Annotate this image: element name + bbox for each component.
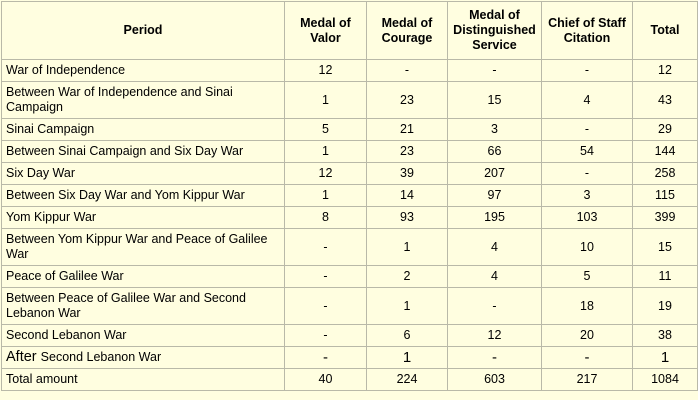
period-cell: Six Day War: [2, 163, 285, 185]
total-cell: 115: [633, 185, 698, 207]
header-medal-of-courage: Medal of Courage: [367, 2, 448, 60]
distinguished-cell: -: [448, 347, 542, 369]
valor-cell: 12: [285, 60, 367, 82]
valor-cell: 1: [285, 185, 367, 207]
courage-cell: 39: [367, 163, 448, 185]
table-row: [2, 347, 698, 369]
total-cell: 1084: [633, 369, 698, 391]
total-cell: 144: [633, 141, 698, 163]
distinguished-cell: 603: [448, 369, 542, 391]
total-cell: 19: [633, 288, 698, 325]
distinguished-cell: 4: [448, 266, 542, 288]
courage-cell: 1: [367, 229, 448, 266]
total-cell: 1: [633, 347, 698, 369]
valor-cell: 1: [285, 141, 367, 163]
total-cell: 29: [633, 119, 698, 141]
period-cell: Between Yom Kippur War and Peace of Galilee War: [2, 229, 285, 266]
total-cell: 15: [633, 229, 698, 266]
courage-cell: 1: [367, 347, 448, 369]
chief-cell: 18: [542, 288, 633, 325]
period-cell: Between Sinai Campaign and Six Day War: [2, 141, 285, 163]
courage-cell: 23: [367, 82, 448, 119]
period-cell: Sinai Campaign: [2, 119, 285, 141]
header-medal-of-distinguished-service: Medal of Distinguished Service: [448, 2, 542, 60]
table-row: [2, 185, 698, 207]
period-cell: Yom Kippur War: [2, 207, 285, 229]
period-cell: War of Independence: [2, 60, 285, 82]
courage-cell: 2: [367, 266, 448, 288]
table-row: [2, 229, 698, 266]
total-amount-row: [2, 369, 698, 391]
distinguished-cell: 207: [448, 163, 542, 185]
chief-cell: -: [542, 347, 633, 369]
courage-cell: 224: [367, 369, 448, 391]
header-total: Total: [633, 2, 698, 60]
distinguished-cell: 195: [448, 207, 542, 229]
chief-cell: 20: [542, 325, 633, 347]
distinguished-cell: 4: [448, 229, 542, 266]
period-cell-rest: Second Lebanon War: [40, 350, 162, 364]
total-cell: 43: [633, 82, 698, 119]
courage-cell: 93: [367, 207, 448, 229]
chief-cell: 54: [542, 141, 633, 163]
total-cell: 11: [633, 266, 698, 288]
distinguished-cell: 66: [448, 141, 542, 163]
distinguished-cell: 3: [448, 119, 542, 141]
header-row: [2, 2, 698, 60]
valor-cell: -: [285, 229, 367, 266]
chief-cell: 4: [542, 82, 633, 119]
total-cell: 258: [633, 163, 698, 185]
table-row: [2, 163, 698, 185]
table-row: [2, 288, 698, 325]
header-period: Period: [2, 2, 285, 60]
period-cell: Peace of Galilee War: [2, 266, 285, 288]
courage-cell: -: [367, 60, 448, 82]
distinguished-cell: -: [448, 288, 542, 325]
period-cell: Second Lebanon War: [2, 325, 285, 347]
period-cell: Between War of Independence and Sinai Campaign: [2, 82, 285, 119]
medals-table: [1, 1, 698, 391]
valor-cell: -: [285, 347, 367, 369]
valor-cell: 8: [285, 207, 367, 229]
table-row: [2, 60, 698, 82]
table-row: [2, 325, 698, 347]
valor-cell: 5: [285, 119, 367, 141]
courage-cell: 1: [367, 288, 448, 325]
valor-cell: 40: [285, 369, 367, 391]
period-cell: Total amount: [2, 369, 285, 391]
courage-cell: 6: [367, 325, 448, 347]
distinguished-cell: -: [448, 60, 542, 82]
valor-cell: 12: [285, 163, 367, 185]
header-medal-of-valor: Medal of Valor: [285, 2, 367, 60]
table-row: [2, 141, 698, 163]
distinguished-cell: 12: [448, 325, 542, 347]
period-cell: [2, 347, 285, 369]
chief-cell: -: [542, 163, 633, 185]
table-row: [2, 119, 698, 141]
valor-cell: -: [285, 325, 367, 347]
chief-cell: 3: [542, 185, 633, 207]
total-cell: 399: [633, 207, 698, 229]
table-row: [2, 266, 698, 288]
chief-cell: -: [542, 60, 633, 82]
chief-cell: 10: [542, 229, 633, 266]
chief-cell: -: [542, 119, 633, 141]
period-cell: Between Peace of Galilee War and Second Lebanon War: [2, 288, 285, 325]
table-row: [2, 82, 698, 119]
table-row: [2, 207, 698, 229]
valor-cell: -: [285, 266, 367, 288]
distinguished-cell: 97: [448, 185, 542, 207]
period-cell-prefix: After: [6, 349, 37, 365]
courage-cell: 23: [367, 141, 448, 163]
total-cell: 38: [633, 325, 698, 347]
chief-cell: 217: [542, 369, 633, 391]
courage-cell: 21: [367, 119, 448, 141]
total-cell: 12: [633, 60, 698, 82]
courage-cell: 14: [367, 185, 448, 207]
distinguished-cell: 15: [448, 82, 542, 119]
valor-cell: 1: [285, 82, 367, 119]
header-chief-of-staff-citation: Chief of Staff Citation: [542, 2, 633, 60]
valor-cell: -: [285, 288, 367, 325]
chief-cell: 5: [542, 266, 633, 288]
chief-cell: 103: [542, 207, 633, 229]
period-cell: Between Six Day War and Yom Kippur War: [2, 185, 285, 207]
